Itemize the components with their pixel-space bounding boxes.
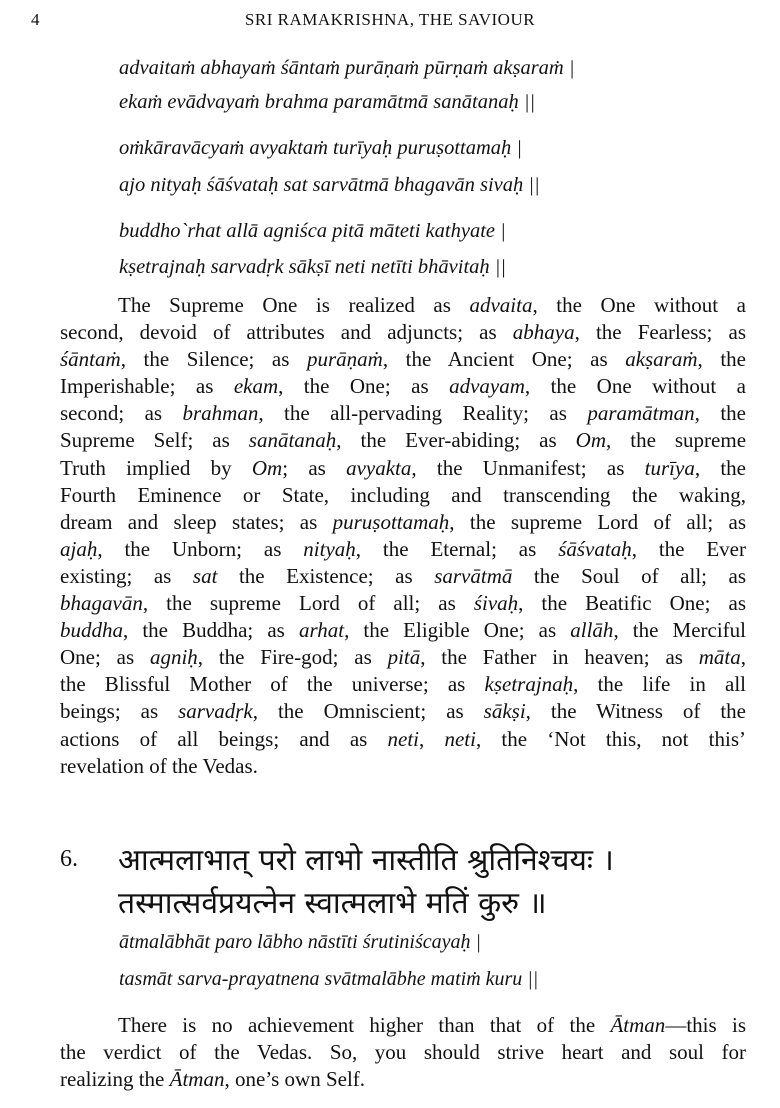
italic-term: ajaḥ [60,536,98,561]
text-line: bhagavān, the supreme Lord of all; as śivaḥ, the Beatific One; as [60,591,746,616]
verse-line: kṣetrajnaḥ sarvadṛk sākṣī neti netīti bhāvitaḥ || [119,256,507,278]
italic-term: paramātman [587,401,695,426]
italic-term: śāntaṁ [60,347,121,372]
verse-line: ajo nityaḥ śāśvataḥ sat sarvātmā bhagavān sivaḥ || [119,174,540,196]
italic-term: sākṣi [483,699,526,724]
text-line: śāntaṁ, the Silence; as purāṇaṁ, the Ancient One; as akṣaraṁ, the [60,347,746,372]
text-line: beings; as sarvadṛk, the Omniscient; as sākṣi, the Witness of the [60,699,746,724]
text-line: realizing the Ātman, one’s own Self. [60,1067,366,1092]
italic-term: agniḥ [149,645,198,670]
text-line: One; as agniḥ, the Fire-god; as pitā, the Father in heaven; as māta, [60,645,746,670]
text-line: ajaḥ, the Unborn; as nityaḥ, the Eternal; as śāśvataḥ, the Ever [60,536,746,561]
text-line: dream and sleep states; as puruṣottamaḥ, the supreme Lord of all; as [60,509,746,534]
verse-line: ātmalābhāt paro lābho nāstīti śrutiniścayaḥ | [119,931,481,953]
italic-term: buddha [60,618,123,643]
text-line: Truth implied by Om; as avyakta, the Unmanifest; as turīya, the [60,455,746,480]
verse-line: buddho`rhat allā agniśca pitā māteti kathyate | [119,220,506,242]
verse-number: 6. [60,846,78,872]
italic-term: Om [251,455,283,480]
text-line: the Blissful Mother of the universe; as kṣetrajnaḥ, the life in all [60,672,746,697]
italic-term: Om [575,428,606,453]
text-line: revelation of the Vedas. [60,753,258,778]
italic-term: neti [444,726,476,751]
italic-term: neti [387,726,420,751]
page-header [0,8,780,34]
italic-term: turīya [644,455,695,480]
text-line: the verdict of the Vedas. So, you should strive heart and soul for [60,1040,746,1065]
italic-term: abhaya [512,320,575,345]
italic-term: śāśvataḥ [558,536,632,561]
devanagari-line: आत्मलाभात् परो लाभो नास्तीति श्रुतिनिश्चयः । [118,843,614,878]
italic-term: kṣetrajnaḥ [484,672,574,697]
text-line: Supreme Self; as sanātanaḥ, the Ever-abiding; as Om, the supreme [60,428,747,453]
text-line: existing; as sat the Existence; as sarvātmā the Soul of all; as [60,563,747,588]
italic-term: māta [698,645,741,670]
text-line: Fourth Eminence or State, including and transcending the waking, [60,482,746,507]
italic-term: purāṇaṁ [306,347,383,372]
italic-term: sarvātmā [434,563,513,588]
italic-term: brahman, [182,401,264,426]
text-line: Imperishable; as ekam, the One; as advayam, the One without a [60,374,746,399]
devanagari-line: तस्मात्सर्वप्रयत्नेन स्वात्मलाभे मतिं कुरु ॥ [118,886,547,921]
text-line: second, devoid of attributes and adjuncts; as abhaya, the Fearless; as [60,320,746,345]
text-line: second; as brahman, the all-pervading Reality; as paramātman, the [60,401,746,426]
italic-term: advayam [449,374,525,399]
italic-term: pitā [387,645,421,670]
italic-term: bhagavān [60,591,143,616]
text-line: buddha, the Buddha; as arhat, the Eligible One; as allāh, the Merciful [60,618,746,643]
italic-term: sat [192,563,218,588]
text-line: There is no achievement higher than that of the Ātman—this is [118,1013,746,1037]
verse-line: oṁkāravācyaṁ avyaktaṁ turīyaḥ puruṣottamaḥ | [119,137,523,159]
italic-term: puruṣottamaḥ [332,509,450,534]
italic-term: allāh [570,618,614,643]
italic-term: Ātman [610,1013,666,1037]
italic-term: sarvadṛk [178,699,253,724]
page-number: 4 [31,10,40,29]
italic-term: avyakta [346,455,412,480]
running-title: SRI RAMAKRISHNA, THE SAVIOUR [244,10,536,29]
italic-term: advaita [469,293,533,317]
italic-term: akṣaraṁ [625,347,698,372]
italic-term: arhat [298,618,345,643]
italic-term: śivaḥ [473,591,519,616]
paragraph-2 [60,1012,746,1093]
paragraph-1 [60,292,746,780]
italic-term: ekam [233,374,279,399]
italic-term: nityaḥ [303,536,356,561]
verse-line: ekaṁ evādvayaṁ brahma paramātmā sanātanaḥ || [119,91,536,113]
text-line: The Supreme One is realized as advaita, the One without a [118,293,747,317]
verse-line: advaitaṁ abhayaṁ śāntaṁ purāṇaṁ pūrṇaṁ akṣaraṁ | [119,57,575,79]
text-line: actions of all beings; and as neti, neti, the ‘Not this, not this’ [60,726,746,751]
verse-line: tasmāt sarva-prayatnena svātmalābhe matiṁ kuru || [119,968,539,990]
italic-term: sanātanaḥ [248,428,337,453]
italic-term: Ātman [169,1067,225,1092]
